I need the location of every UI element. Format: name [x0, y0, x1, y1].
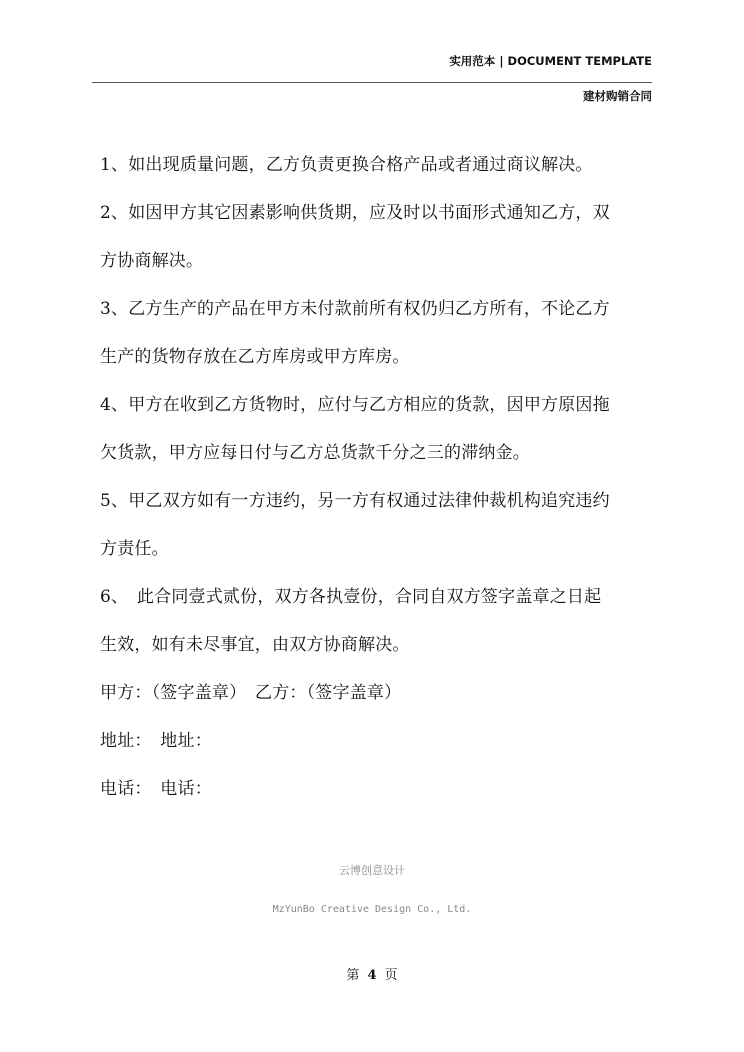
- clause-line: 方责任。: [100, 539, 169, 559]
- contract-body: [100, 141, 660, 813]
- clause-line: 2、如因甲方其它因素影响供货期，应及时以书面形式通知乙方，双: [100, 203, 610, 223]
- signature-line: 甲方：（签字盖章） 乙方：（签字盖章）: [100, 683, 402, 703]
- footer-company-en: MzYunBo Creative Design Co., Ltd.: [272, 904, 472, 915]
- clause-line: 欠货款，甲方应每日付与乙方总货款千分之三的滞纳金。: [100, 443, 530, 463]
- clause-line: 1、如出现质量问题，乙方负责更换合格产品或者通过商议解决。: [100, 155, 593, 175]
- clause-line: 5、甲乙双方如有一方违约，另一方有权通过法律仲裁机构追究违约: [100, 491, 610, 511]
- page-number: [0, 964, 744, 983]
- page-suffix: 页: [384, 968, 398, 983]
- clause-line: 6、 此合同壹式贰份，双方各执壹份，合同自双方签字盖章之日起: [100, 587, 602, 607]
- address-line: 地址： 地址：: [100, 731, 212, 751]
- page-prefix: 第: [346, 968, 360, 983]
- clause-line: 4、甲方在收到乙方货物时，应付与乙方相应的货款，因甲方原因拖: [100, 395, 610, 415]
- header-divider: [92, 82, 652, 83]
- phone-line: 电话： 电话：: [100, 779, 212, 799]
- clause-line: 方协商解决。: [100, 251, 204, 271]
- page-number-value: 4: [367, 968, 377, 983]
- header-title: 实用范本 | DOCUMENT TEMPLATE: [449, 54, 652, 68]
- footer-company-cn: 云博创意设计: [339, 864, 405, 877]
- clause-line: 生产的货物存放在乙方库房或甲方库房。: [100, 347, 410, 367]
- clause-line: 生效，如有未尽事宜，由双方协商解决。: [100, 635, 410, 655]
- clause-line: 3、乙方生产的产品在甲方未付款前所有权仍归乙方所有，不论乙方: [100, 299, 610, 319]
- document-title: 建材购销合同: [583, 89, 652, 103]
